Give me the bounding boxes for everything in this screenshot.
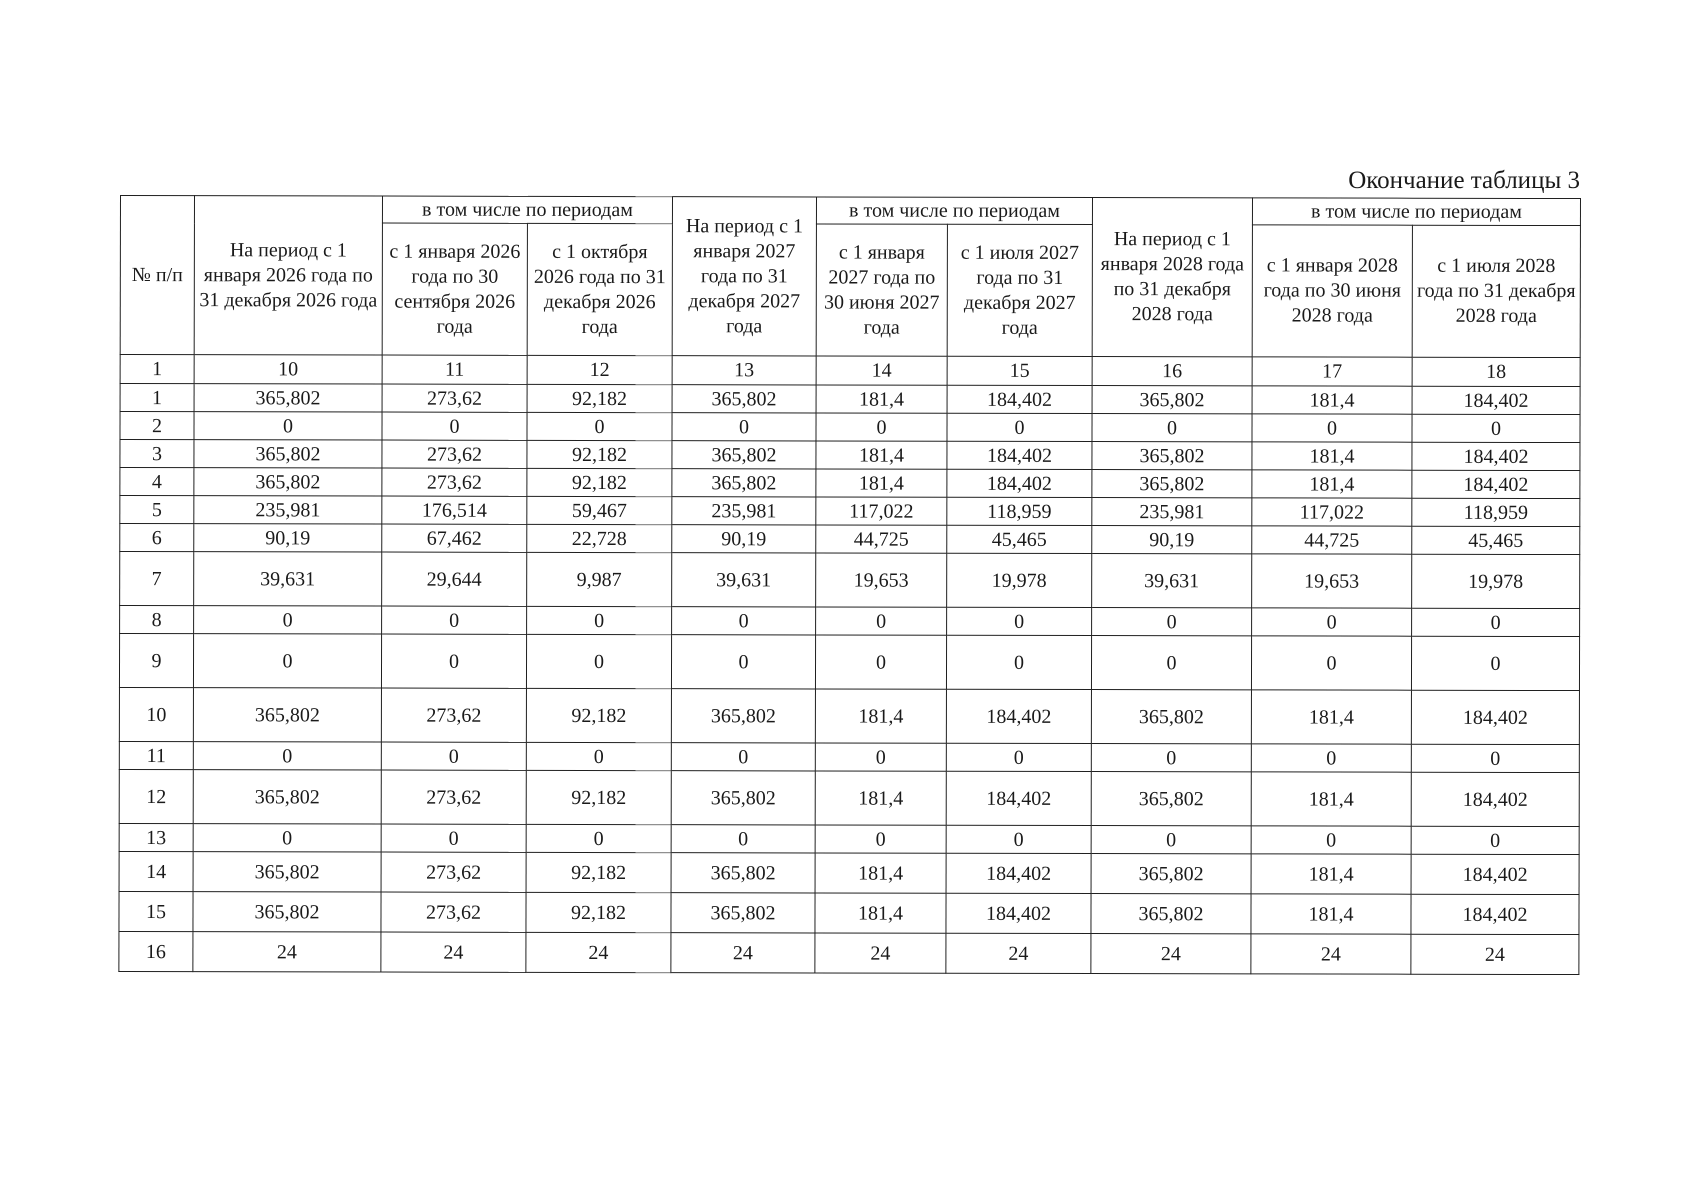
value-cell: 365,802: [1092, 442, 1252, 470]
value-cell: 0: [1091, 826, 1251, 854]
value-cell: 365,802: [1092, 470, 1252, 498]
value-cell: 273,62: [381, 770, 526, 824]
table-row: [120, 440, 1580, 471]
value-cell: 235,981: [1092, 498, 1252, 526]
value-cell: 39,631: [194, 552, 382, 606]
value-cell: 0: [1091, 744, 1251, 772]
value-cell: 0: [381, 742, 526, 770]
value-cell: 365,802: [193, 852, 381, 892]
value-cell: 184,402: [1411, 690, 1579, 744]
value-cell: 92,182: [526, 688, 671, 742]
value-cell: 24: [381, 932, 526, 972]
value-cell: 273,62: [381, 688, 526, 742]
value-cell: 365,802: [671, 689, 815, 743]
value-cell: 45,465: [1412, 526, 1580, 554]
value-cell: 365,802: [1092, 386, 1252, 414]
value-cell: 365,802: [671, 771, 815, 825]
value-cell: 0: [193, 634, 381, 688]
value-cell: 92,182: [526, 770, 671, 824]
value-cell: 184,402: [947, 441, 1092, 469]
value-cell: 181,4: [1251, 894, 1411, 934]
row-number-cell: 9: [119, 634, 193, 688]
value-cell: 365,802: [672, 385, 816, 413]
value-cell: 181,4: [816, 469, 947, 497]
header-period-2026: На период с 1 января 2026 года по 31 декабря 2026 года: [194, 196, 382, 355]
value-cell: 181,4: [1252, 442, 1412, 470]
row-number-cell: 1: [120, 384, 194, 412]
value-cell: 184,402: [1412, 442, 1580, 470]
table-row: [119, 823, 1579, 854]
value-cell: 184,402: [946, 689, 1091, 743]
value-cell: 365,802: [194, 468, 382, 496]
row-number-cell: 8: [120, 606, 194, 634]
value-cell: 0: [526, 742, 671, 770]
value-cell: 365,802: [194, 440, 382, 468]
value-cell: 365,802: [672, 469, 816, 497]
value-cell: 0: [526, 634, 671, 688]
value-cell: 0: [1412, 608, 1580, 636]
value-cell: 273,62: [382, 468, 527, 496]
value-cell: 24: [1091, 934, 1251, 974]
table-row: [119, 687, 1579, 744]
value-cell: 184,402: [946, 893, 1091, 933]
row-number-cell: 6: [120, 524, 194, 552]
column-number-cell: 1: [120, 355, 194, 384]
value-cell: 181,4: [815, 771, 946, 825]
value-cell: 59,467: [527, 496, 672, 524]
value-cell: 45,465: [947, 525, 1092, 553]
header-row-column-numbers: [120, 355, 1580, 387]
value-cell: 184,402: [947, 469, 1092, 497]
value-cell: 92,182: [526, 852, 671, 892]
column-number-cell: 18: [1412, 357, 1580, 386]
row-number-cell: 11: [119, 741, 193, 769]
row-number-cell: 12: [119, 769, 193, 823]
value-cell: 0: [1091, 636, 1251, 690]
value-cell: 365,802: [194, 384, 382, 412]
value-cell: 0: [947, 413, 1092, 441]
row-number-cell: 16: [119, 931, 193, 971]
value-cell: 0: [1252, 608, 1412, 636]
table-row: [119, 741, 1579, 772]
value-cell: 184,402: [946, 853, 1091, 893]
value-cell: 9,987: [527, 552, 672, 606]
value-cell: 181,4: [815, 689, 946, 743]
value-cell: 118,959: [947, 497, 1092, 525]
table-row: [119, 769, 1579, 826]
value-cell: 92,182: [527, 440, 672, 468]
value-cell: 92,182: [526, 892, 671, 932]
row-number-cell: 4: [120, 468, 194, 496]
value-cell: 0: [194, 606, 382, 634]
value-cell: 0: [946, 743, 1091, 771]
value-cell: 24: [526, 932, 671, 972]
value-cell: 184,402: [1412, 386, 1580, 414]
value-cell: 273,62: [381, 892, 526, 932]
header-sub-2027-1: с 1 января 2027 года по 30 июня 2027 года: [816, 224, 947, 356]
table-row: [120, 606, 1580, 637]
value-cell: 273,62: [381, 852, 526, 892]
value-cell: 24: [671, 933, 815, 973]
value-cell: 0: [1092, 414, 1252, 442]
value-cell: 24: [815, 933, 946, 973]
header-sub-2026-2: с 1 октября 2026 года по 31 декабря 2026 года: [527, 223, 672, 355]
table-row: [119, 634, 1579, 691]
value-cell: 181,4: [1251, 772, 1411, 826]
value-cell: 0: [947, 607, 1092, 635]
row-number-cell: 2: [120, 412, 194, 440]
column-number-cell: 10: [194, 355, 382, 384]
value-cell: 0: [1251, 636, 1411, 690]
value-cell: 0: [672, 607, 816, 635]
value-cell: 365,802: [193, 770, 381, 824]
value-cell: 181,4: [1252, 470, 1412, 498]
value-cell: 24: [1411, 934, 1579, 974]
value-cell: 0: [1411, 636, 1579, 690]
value-cell: 181,4: [816, 441, 947, 469]
value-cell: 0: [526, 824, 671, 852]
value-cell: 0: [193, 824, 381, 852]
value-cell: 184,402: [946, 771, 1091, 825]
value-cell: 0: [381, 824, 526, 852]
row-number-cell: 15: [119, 891, 193, 931]
value-cell: 0: [1251, 826, 1411, 854]
value-cell: 90,19: [194, 524, 382, 552]
table-row: [120, 496, 1580, 527]
value-cell: 19,978: [1412, 554, 1580, 608]
table-row: [120, 524, 1580, 555]
value-cell: 365,802: [671, 853, 815, 893]
value-cell: 90,19: [1092, 526, 1252, 554]
value-cell: 273,62: [382, 440, 527, 468]
header-sub-2026-1: с 1 января 2026 года по 30 сентября 2026 года: [382, 223, 527, 355]
value-cell: 19,653: [816, 553, 947, 607]
value-cell: 117,022: [816, 497, 947, 525]
header-period-2027: На период с 1 января 2027 года по 31 декабря 2027 года: [672, 197, 816, 356]
value-cell: 184,402: [1411, 854, 1579, 894]
value-cell: 235,981: [672, 497, 816, 525]
value-cell: 365,802: [671, 893, 815, 933]
value-cell: 365,802: [1091, 690, 1251, 744]
value-cell: 273,62: [382, 384, 527, 412]
value-cell: 24: [946, 933, 1091, 973]
value-cell: 0: [1251, 744, 1411, 772]
header-sub-2027-2: с 1 июля 2027 года по 31 декабря 2027 года: [947, 224, 1092, 356]
value-cell: 0: [671, 635, 815, 689]
value-cell: 0: [527, 412, 672, 440]
value-cell: 0: [815, 743, 946, 771]
column-number-cell: 14: [816, 356, 947, 385]
value-cell: 44,725: [1252, 526, 1412, 554]
table-caption: Окончание таблицы 3: [1348, 167, 1580, 194]
value-cell: 365,802: [193, 688, 381, 742]
value-cell: 0: [816, 413, 947, 441]
value-cell: 0: [381, 634, 526, 688]
header-sub-2028-2: с 1 июля 2028 года по 31 декабря 2028 года: [1412, 225, 1580, 357]
column-number-cell: 12: [527, 355, 672, 384]
table-row: [120, 552, 1580, 609]
value-cell: 0: [1252, 414, 1412, 442]
value-cell: 0: [382, 412, 527, 440]
value-cell: 0: [672, 413, 816, 441]
header-row-groups: [120, 196, 1580, 226]
value-cell: 0: [815, 825, 946, 853]
value-cell: 92,182: [527, 468, 672, 496]
row-number-cell: 10: [119, 687, 193, 741]
value-cell: 0: [527, 606, 672, 634]
value-cell: 235,981: [194, 496, 382, 524]
value-cell: 67,462: [382, 524, 527, 552]
value-cell: 92,182: [527, 384, 672, 412]
table-row: [120, 412, 1580, 443]
value-cell: 0: [1411, 744, 1579, 772]
value-cell: 365,802: [1091, 772, 1251, 826]
row-number-cell: 3: [120, 440, 194, 468]
column-number-cell: 11: [382, 355, 527, 384]
value-cell: 184,402: [947, 385, 1092, 413]
table-row: [119, 891, 1579, 934]
value-cell: 176,514: [382, 496, 527, 524]
value-cell: 118,959: [1412, 498, 1580, 526]
column-number-cell: 16: [1092, 357, 1252, 386]
table-row: [119, 851, 1579, 894]
value-cell: 184,402: [1411, 894, 1579, 934]
value-cell: 0: [1092, 608, 1252, 636]
value-cell: 0: [815, 635, 946, 689]
value-cell: 0: [382, 606, 527, 634]
value-cell: 29,644: [382, 552, 527, 606]
value-cell: 184,402: [1411, 772, 1579, 826]
value-cell: 39,631: [1092, 554, 1252, 608]
value-cell: 117,022: [1252, 498, 1412, 526]
value-cell: 0: [946, 635, 1091, 689]
value-cell: 90,19: [672, 525, 816, 553]
value-cell: 181,4: [815, 853, 946, 893]
header-period-2028: На период с 1 января 2028 года по 31 декабря 2028 года: [1092, 198, 1252, 357]
value-cell: 19,653: [1252, 554, 1412, 608]
table-row: [119, 931, 1579, 974]
value-cell: 0: [816, 607, 947, 635]
table-row: [120, 468, 1580, 499]
column-number-cell: 17: [1252, 357, 1412, 386]
value-cell: 181,4: [1251, 854, 1411, 894]
value-cell: 0: [1412, 414, 1580, 442]
value-cell: 0: [194, 412, 382, 440]
value-cell: 0: [671, 825, 815, 853]
value-cell: 181,4: [816, 385, 947, 413]
value-cell: 181,4: [1252, 386, 1412, 414]
value-cell: 365,802: [1091, 894, 1251, 934]
value-cell: 24: [193, 932, 381, 972]
value-cell: 24: [1251, 934, 1411, 974]
value-cell: 181,4: [1251, 690, 1411, 744]
value-cell: 44,725: [816, 525, 947, 553]
value-cell: 39,631: [672, 553, 816, 607]
row-number-cell: 14: [119, 851, 193, 891]
value-cell: 365,802: [193, 892, 381, 932]
header-group-2028: в том числе по периодам: [1252, 198, 1580, 226]
value-cell: 0: [671, 743, 815, 771]
table-body: [119, 384, 1580, 975]
column-number-cell: 13: [672, 356, 816, 385]
value-cell: 0: [946, 825, 1091, 853]
value-cell: 184,402: [1412, 470, 1580, 498]
row-number-cell: 7: [120, 552, 194, 606]
value-cell: 22,728: [527, 524, 672, 552]
row-number-cell: 13: [119, 823, 193, 851]
value-cell: 0: [1411, 826, 1579, 854]
column-number-cell: 15: [947, 356, 1092, 385]
value-cell: 19,978: [947, 553, 1092, 607]
data-table: [118, 195, 1581, 975]
value-cell: 365,802: [672, 441, 816, 469]
row-number-cell: 5: [120, 496, 194, 524]
value-cell: 0: [193, 742, 381, 770]
header-group-2027: в том числе по периодам: [816, 197, 1092, 225]
table-header: [120, 196, 1580, 387]
header-row-number: № п/п: [120, 196, 194, 355]
header-group-2026: в том числе по периодам: [382, 196, 672, 224]
table-row: [120, 384, 1580, 415]
value-cell: 181,4: [815, 893, 946, 933]
header-sub-2028-1: с 1 января 2028 года по 30 июня 2028 года: [1252, 225, 1412, 357]
value-cell: 365,802: [1091, 854, 1251, 894]
